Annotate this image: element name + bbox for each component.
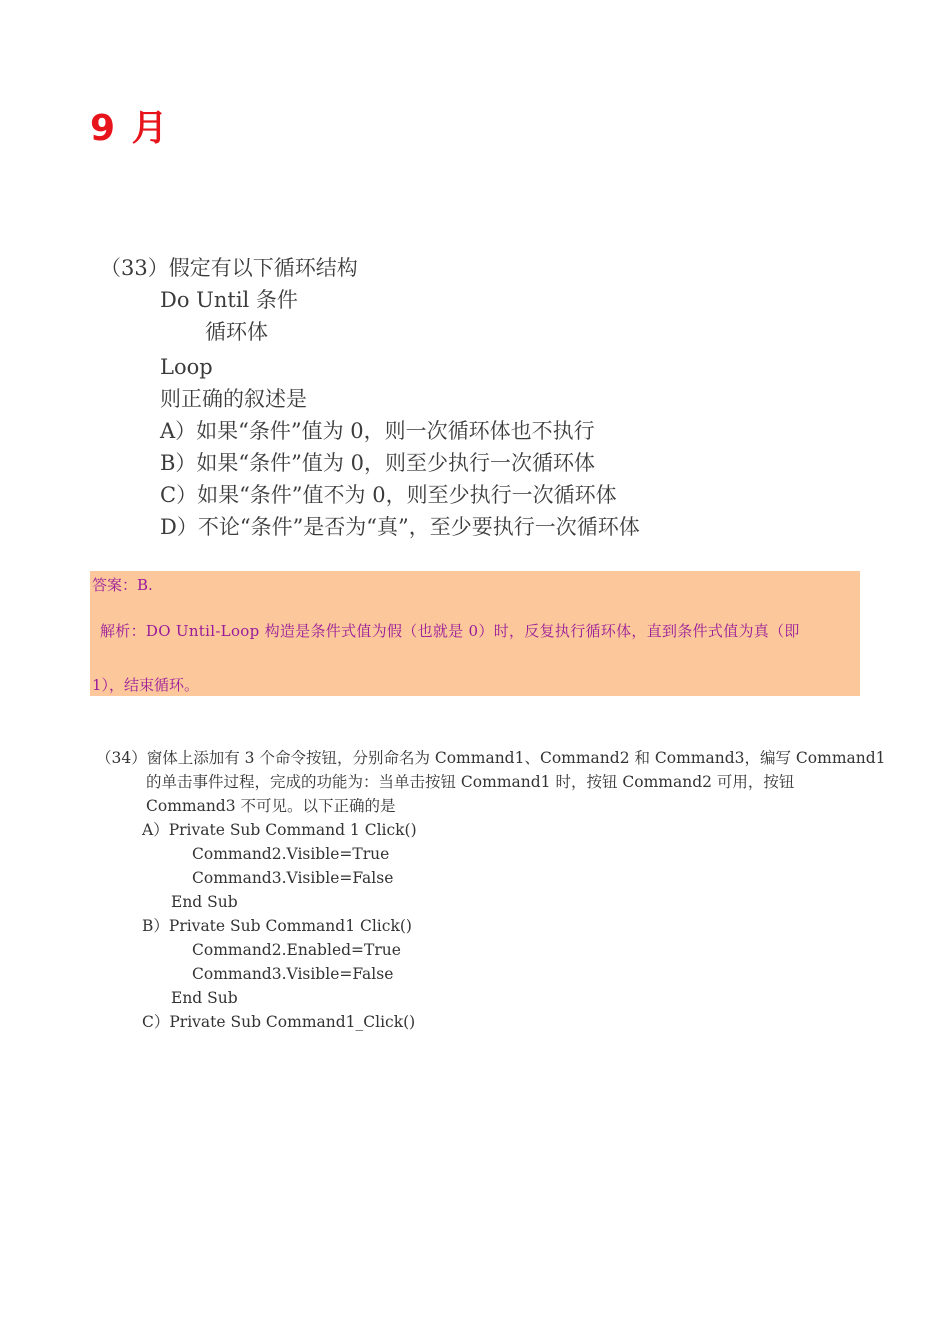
q33-option-c: C）如果“条件”值不为 0，则至少执行一次循环体	[160, 483, 617, 507]
page-title: 9 月	[90, 108, 170, 149]
q34-option-a-end: End Sub	[171, 893, 238, 911]
q33-stem: （33）假定有以下循环结构	[100, 256, 358, 280]
q34-stem-line-2: 的单击事件过程，完成的功能为：当单击按钮 Command1 时，按钮 Command2 可用，按钮	[146, 773, 795, 791]
q33-code-line-3: Loop	[160, 355, 213, 379]
q34-option-a: A）Private Sub Command 1 Click()	[142, 821, 417, 839]
q34-stem-line-1: （34）窗体上添加有 3 个命令按钮，分别命名为 Command1、Command2 和 Command3，编写 Command1	[96, 749, 886, 767]
q33-code-line-1: Do Until 条件	[160, 288, 298, 312]
answer-box	[90, 571, 860, 696]
question-34	[96, 746, 886, 1034]
q33-prompt: 则正确的叙述是	[160, 387, 307, 411]
q33-code-line-2: 循环体	[205, 320, 268, 344]
q34-option-a-code-1: Command2.Visible=True	[192, 845, 390, 863]
q34-option-b-code-2: Command3.Visible=False	[192, 965, 394, 983]
q33-option-a: A）如果“条件”值为 0，则一次循环体也不执行	[160, 419, 595, 443]
q34-option-c: C）Private Sub Command1_Click()	[142, 1013, 416, 1031]
q33-option-d: D）不论“条件”是否为“真”，至少要执行一次循环体	[160, 515, 640, 539]
q34-option-b-end: End Sub	[171, 989, 238, 1007]
answer-text: 答案：B.	[92, 576, 153, 594]
explanation-line-2: 1），结束循环。	[92, 676, 200, 694]
explanation-line-1: 解析：DO Until-Loop 构造是条件式值为假（也就是 0）时，反复执行循环体，直到条件式值为真（即	[100, 622, 800, 640]
question-33	[100, 252, 760, 543]
q33-option-b: B）如果“条件”值为 0，则至少执行一次循环体	[160, 451, 595, 475]
q34-option-a-code-2: Command3.Visible=False	[192, 869, 394, 887]
q34-option-b-code-1: Command2.Enabled=True	[192, 941, 401, 959]
q34-option-b: B）Private Sub Command1 Click()	[142, 917, 412, 935]
q34-stem-line-3: Command3 不可见。以下正确的是	[146, 797, 396, 815]
